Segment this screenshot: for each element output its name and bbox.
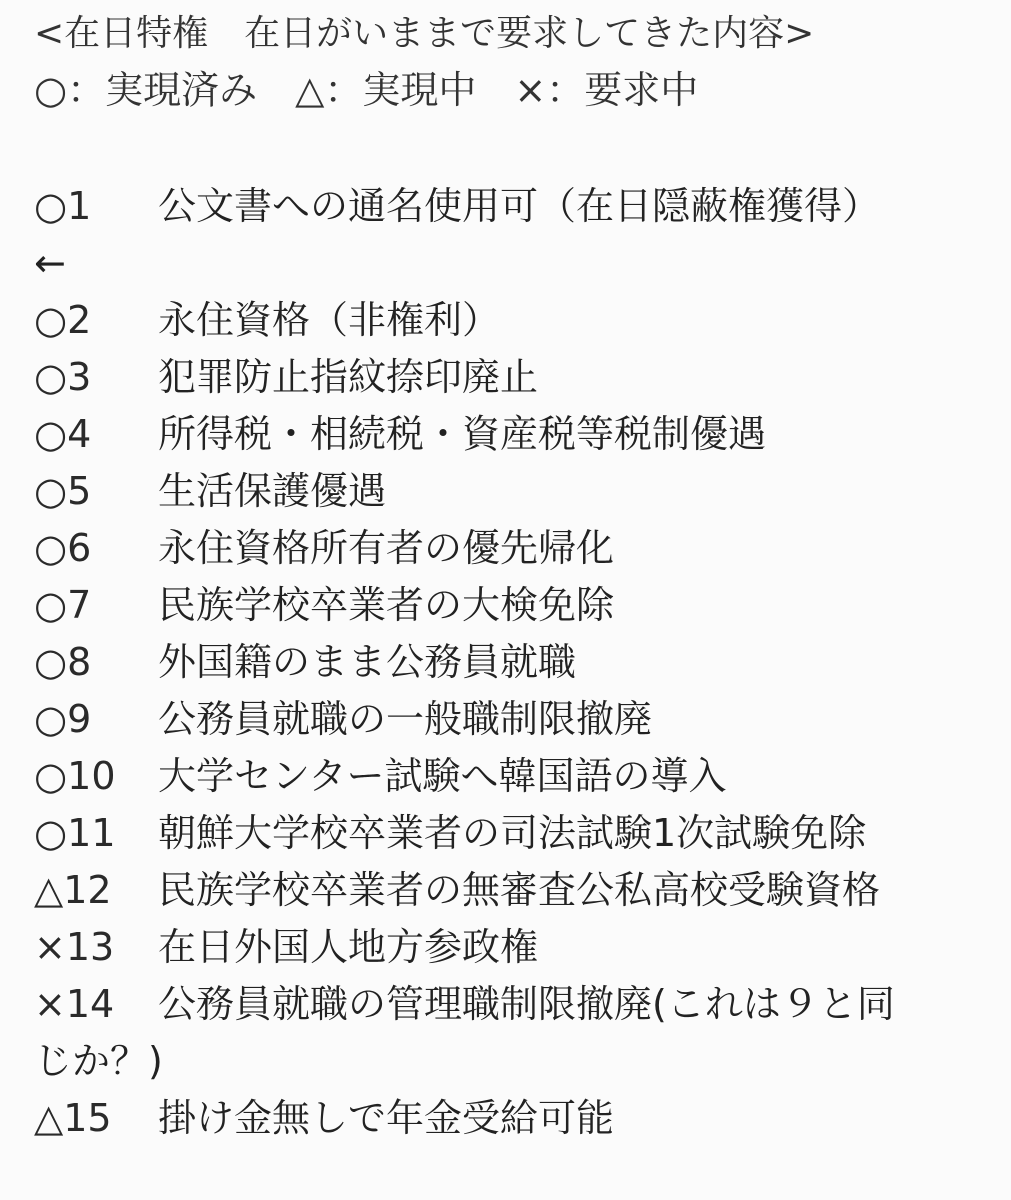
list-item	[34, 691, 1011, 748]
item-mark: ○4	[34, 412, 92, 456]
list-item-continuation	[34, 235, 1011, 292]
list-item	[34, 520, 1011, 577]
item-text: 永住資格（非権利）	[158, 298, 501, 342]
list-item	[34, 919, 1011, 976]
item-mark: ○2	[34, 298, 92, 342]
list-item	[34, 349, 1011, 406]
item-text: 在日外国人地方参政権	[158, 925, 539, 969]
item-text: 生活保護優遇	[158, 469, 387, 513]
list-item	[34, 976, 1011, 1033]
item-mark: ○11	[34, 811, 116, 855]
item-mark: ○10	[34, 754, 116, 798]
item-text: 永住資格所有者の優先帰化	[158, 526, 615, 570]
item-text: 外国籍のまま公務員就職	[158, 640, 577, 684]
list-item	[34, 805, 1011, 862]
item-text: じか？)	[34, 1039, 163, 1083]
blank-line	[34, 120, 1011, 178]
item-text: 公文書への通名使用可（在日隠蔽権獲得）	[158, 184, 881, 228]
list-item	[34, 577, 1011, 634]
list-item	[34, 406, 1011, 463]
item-mark: ○6	[34, 526, 92, 570]
item-mark: ○7	[34, 583, 92, 627]
list-item	[34, 634, 1011, 691]
item-mark: ○1	[34, 184, 92, 228]
list-item	[34, 1090, 1011, 1147]
item-mark: ○3	[34, 355, 92, 399]
item-mark: △12	[34, 868, 112, 912]
item-mark: △15	[34, 1096, 112, 1140]
item-text: 民族学校卒業者の大検免除	[158, 583, 615, 627]
item-text: 犯罪防止指紋捺印廃止	[158, 355, 539, 399]
item-mark: ○8	[34, 640, 92, 684]
item-mark: ○9	[34, 697, 92, 741]
item-mark: ×14	[34, 982, 115, 1026]
list-item	[34, 748, 1011, 805]
list-item	[34, 862, 1011, 919]
list-item	[34, 178, 1011, 235]
item-text: 公務員就職の一般職制限撤廃	[158, 697, 653, 741]
item-text: 掛け金無しで年金受給可能	[158, 1096, 615, 1140]
item-mark: ○5	[34, 469, 92, 513]
legend: ○：実現済み △：実現中 ×：要求中	[34, 68, 699, 112]
list-item	[34, 292, 1011, 349]
item-text: 大学センター試験へ韓国語の導入	[158, 754, 727, 798]
list-item	[34, 463, 1011, 520]
item-text: 所得税・相続税・資産税等税制優遇	[158, 412, 767, 456]
item-text: 民族学校卒業者の無審査公私高校受験資格	[158, 868, 881, 912]
item-mark: ×13	[34, 925, 115, 969]
arrow-icon: ←	[34, 241, 66, 285]
item-text: 公務員就職の管理職制限撤廃(これは９と同	[158, 982, 895, 1026]
document-title: <在日特権 在日がいままで要求してきた内容>	[34, 13, 815, 54]
item-text: 朝鮮大学校卒業者の司法試験1次試験免除	[158, 811, 867, 855]
list-item-continuation	[34, 1033, 1011, 1090]
